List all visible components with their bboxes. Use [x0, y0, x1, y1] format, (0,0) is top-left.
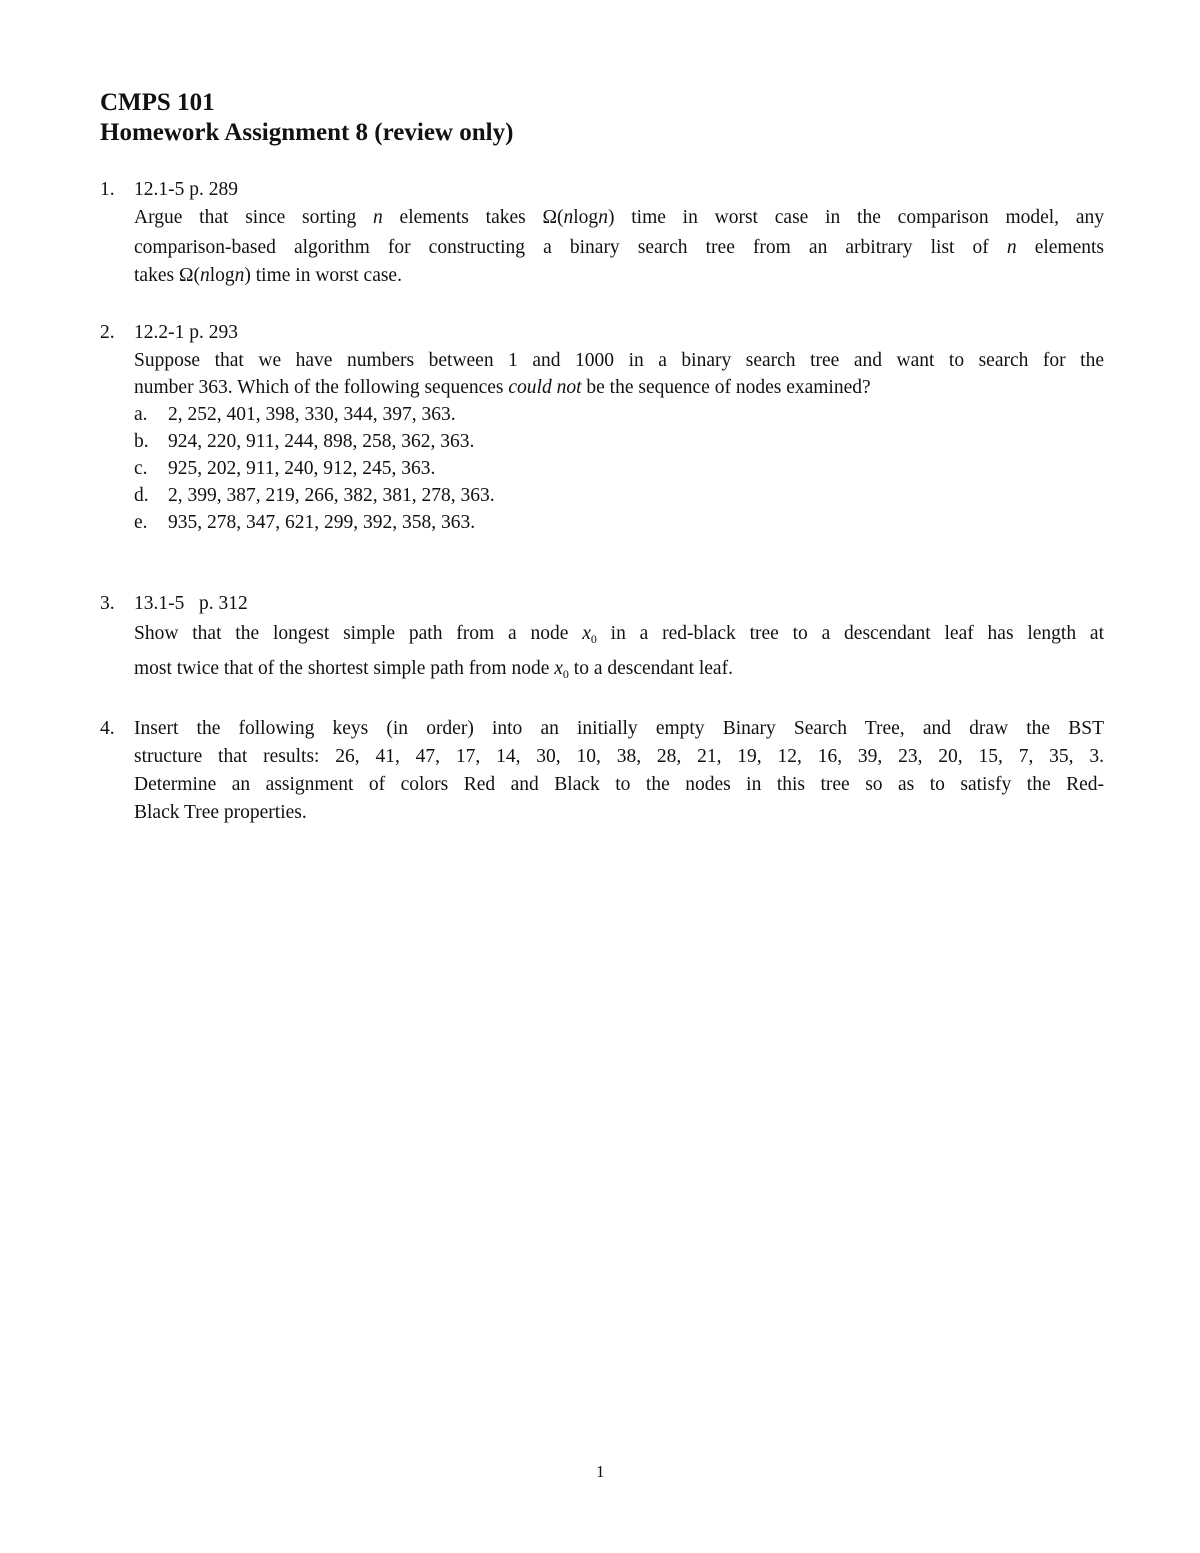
question-text-line: Insert the following keys (in order) into an initially empty Binary Search Tree, and draw the BST: [134, 718, 1104, 739]
question-text-line: comparison-based algorithm for constructing a binary search tree from an arbitrary list of n elements: [134, 237, 1104, 258]
course-title: CMPS 101: [100, 89, 215, 116]
question-text-line: Show that the longest simple path from a node $x_0$ in a red-black tree to a descendant leaf has length at: [134, 623, 1104, 646]
question-reference: 12.1-5 p. 289: [134, 179, 238, 200]
question-text-line: Argue that since sorting n elements takes Ω(nlogn) time in worst case in the comparison model, any: [134, 207, 1104, 228]
question-text-line: Black Tree properties.: [134, 802, 307, 823]
page-number: 1: [596, 1462, 605, 1481]
question-text-line: structure that results: 26, 41, 47, 17, 14, 30, 10, 38, 28, 21, 19, 12, 16, 39, 23, 20, 15, 7, 35, 3.: [134, 746, 1104, 767]
document-page: CMPS 101 Homework Assignment 8 (review only) 1. 12.1-5 p. 289 Argue that since sorting n elements takes Ω(nlogn) time in worst case in the comparison model, any comparison-based algorithm for constructing a binary search tree from an arbitrary list of n elements takes Ω(nlogn) time in worst case. 2. 12.2-1 p. 293 Suppose that we have numbers between 1 and 1000 in a binary search tree and want to search for the number 363. Which of the following sequences could not be the sequence of nodes examined? a. 2, 252, 401, 398, 330, 344, 397, 363. b. 924, 220, 911, 244, 898, 258, 362, 363. c. 925, 202, 911, 240, 912, 245, 363. d. 2, 399, 387, 219, 266, 382, 381, 278, 363. e. 935, 278, 347, 621, 299, 392, 358, 363. 3. 13.1-5 p. 312 Show that the longest simple path from a node $x_0$ in a red-black tree to a descendant leaf has length at most twice that of the shortest simple path from node $x_0$ to a descendant leaf. 4. Insert the following keys (in order) into an initially empty Binary Search Tree, and draw the BST structure that results: 26, 41, 47, 17, 14, 30, 10, 38, 28, 21, 19, 12, 16, 39, 23, 20, 15, 7, 35, 3. Determine an assignment of colors Red and Black to the nodes in this tree so as to satisfy the Red- Black Tree properties. 1: [0, 0, 1200, 1553]
question-text-line: Determine an assignment of colors Red and Black to the nodes in this tree so as to satisfy the Red-: [134, 774, 1104, 795]
assignment-title: Homework Assignment 8 (review only): [100, 119, 514, 146]
question-number: 4.: [100, 718, 115, 739]
question-text-line: most twice that of the shortest simple path from node $x_0$ to a descendant leaf.: [134, 658, 733, 681]
question-text-line: takes Ω(nlogn) time in worst case.: [134, 265, 402, 286]
question-text-line: Suppose that we have numbers between 1 and 1000 in a binary search tree and want to search for the: [134, 350, 1104, 371]
question-text-line: number 363. Which of the following sequences could not be the sequence of nodes examined?: [134, 377, 871, 398]
question-number: 3.: [100, 593, 115, 614]
question-number: 2.: [100, 322, 115, 343]
question-number: 1.: [100, 179, 115, 200]
question-reference: 13.1-5 p. 312: [134, 593, 248, 614]
question-reference: 12.2-1 p. 293: [134, 322, 238, 343]
